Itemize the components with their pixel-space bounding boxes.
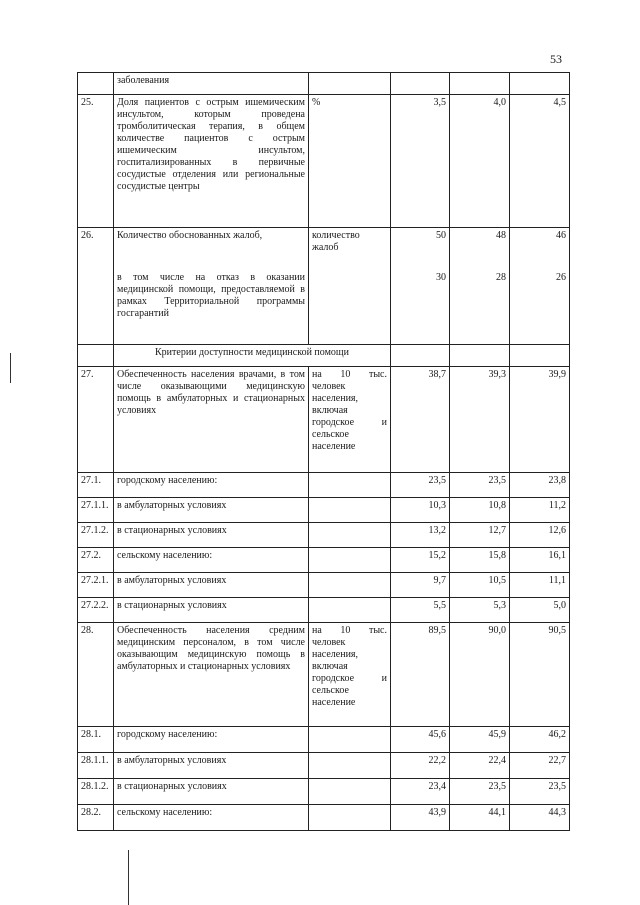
description-cell: городскому населению:: [114, 727, 309, 753]
value-cell: 23,8: [510, 473, 570, 498]
unit-cell: [309, 498, 391, 523]
description-cell: [114, 228, 309, 345]
value-cell: [510, 228, 570, 345]
unit-cell: [309, 753, 391, 779]
description-cell: сельскому населению:: [114, 805, 309, 831]
description-cell: в амбулаторных условиях: [114, 573, 309, 598]
table-row-27-2: [78, 548, 570, 573]
code-cell: 28.1.1.: [78, 753, 114, 779]
value-cell: 43,9: [391, 805, 450, 831]
unit-cell: [309, 727, 391, 753]
code-cell: 27.1.1.: [78, 498, 114, 523]
value-cell: 3,5: [391, 95, 450, 228]
value-cell: 23,5: [510, 779, 570, 805]
description-cell: в стационарных условиях: [114, 523, 309, 548]
criteria-table: [77, 72, 570, 831]
value-cell: [510, 345, 570, 367]
value-cell: 23,4: [391, 779, 450, 805]
code-cell: 27.2.1.: [78, 573, 114, 598]
description-cell: Обеспеченность населения врачами, в том числе оказывающими медицинскую помощь в амбулаторных и стационарных условиях: [114, 367, 309, 473]
value: 50: [436, 230, 446, 241]
value-cell: 44,3: [510, 805, 570, 831]
value-cell: 22,7: [510, 753, 570, 779]
value-cell: [510, 73, 570, 95]
code-cell: 27.2.2.: [78, 598, 114, 623]
description-cell: городскому населению:: [114, 473, 309, 498]
value-cell: 12,7: [450, 523, 510, 548]
description-cell: в амбулаторных условиях: [114, 498, 309, 523]
value-cell: [391, 228, 450, 345]
value-cell: 45,9: [450, 727, 510, 753]
unit-cell: [309, 805, 391, 831]
description-cell: в стационарных условиях: [114, 779, 309, 805]
value-cell: [391, 73, 450, 95]
table-row-26: [78, 228, 570, 345]
value-cell: 4,5: [510, 95, 570, 228]
value-cell: 39,9: [510, 367, 570, 473]
value-cell: 23,5: [450, 473, 510, 498]
value-cell: 45,6: [391, 727, 450, 753]
unit-cell: [309, 779, 391, 805]
code-cell: 27.1.2.: [78, 523, 114, 548]
code-cell: [78, 345, 114, 367]
sub-value: 28: [496, 272, 506, 283]
unit-cell: на 10 тыс. человек населения, включая городское и сельское население: [309, 623, 391, 727]
table-row-27: [78, 367, 570, 473]
unit-cell: %: [309, 95, 391, 228]
unit-cell: [309, 548, 391, 573]
table-row-continuation: [78, 73, 570, 95]
value-cell: 10,5: [450, 573, 510, 598]
table-row-27-2-2: [78, 598, 570, 623]
scan-mark-left: [10, 353, 11, 383]
code-cell: 28.2.: [78, 805, 114, 831]
value-cell: 16,1: [510, 548, 570, 573]
unit-cell: [309, 473, 391, 498]
value-cell: 90,0: [450, 623, 510, 727]
description-cell: заболевания: [114, 73, 309, 95]
scan-mark-bottom: [128, 850, 129, 905]
value: 46: [556, 230, 566, 241]
value-cell: 10,8: [450, 498, 510, 523]
value-cell: 12,6: [510, 523, 570, 548]
code-cell: 28.: [78, 623, 114, 727]
unit-cell: [309, 73, 391, 95]
value-cell: 5,0: [510, 598, 570, 623]
description-cell: Обеспеченность населения средним медицинским персоналом, в том числе оказывающим медицинскую помощь в амбулаторных и стационарных условиях: [114, 623, 309, 727]
value-cell: 11,2: [510, 498, 570, 523]
code-cell: 27.: [78, 367, 114, 473]
unit-cell: [309, 573, 391, 598]
table-row-27-1-2: [78, 523, 570, 548]
table-row-27-1: [78, 473, 570, 498]
table-row-25: [78, 95, 570, 228]
value-cell: 5,5: [391, 598, 450, 623]
value-cell: 44,1: [450, 805, 510, 831]
code-cell: [78, 73, 114, 95]
value-cell: 4,0: [450, 95, 510, 228]
unit-cell: на 10 тыс. человек населения, включая городское и сельское население: [309, 367, 391, 473]
table-row-27-2-1: [78, 573, 570, 598]
value-cell: 10,3: [391, 498, 450, 523]
code-cell: 28.1.: [78, 727, 114, 753]
value-cell: 13,2: [391, 523, 450, 548]
value-cell: 46,2: [510, 727, 570, 753]
value-cell: 15,2: [391, 548, 450, 573]
page-number: 53: [550, 52, 562, 66]
code-cell: 25.: [78, 95, 114, 228]
table-row-27-1-1: [78, 498, 570, 523]
code-cell: 27.1.: [78, 473, 114, 498]
table-row-28-1-1: [78, 753, 570, 779]
value-cell: [450, 345, 510, 367]
table-row-28-1: [78, 727, 570, 753]
value-cell: 90,5: [510, 623, 570, 727]
value-cell: 22,2: [391, 753, 450, 779]
value-cell: 23,5: [391, 473, 450, 498]
row-description: Количество обоснованных жалоб,: [117, 230, 263, 241]
code-cell: 27.2.: [78, 548, 114, 573]
value-cell: [450, 228, 510, 345]
description-cell: Доля пациентов с острым ишемическим инсультом, которым проведена тромболитическая терапия, в общем количестве пациентов с острым ишемическим инсультом, госпитализированных в первичные сосудистые отделения или региональные сосудистые центры: [114, 95, 309, 228]
value-cell: 11,1: [510, 573, 570, 598]
table-row-28: [78, 623, 570, 727]
value-cell: 5,3: [450, 598, 510, 623]
value: 48: [496, 230, 506, 241]
value-cell: 38,7: [391, 367, 450, 473]
unit-cell: [309, 598, 391, 623]
description-cell: в стационарных условиях: [114, 598, 309, 623]
section-title: Критерии доступности медицинской помощи: [114, 345, 391, 367]
value-cell: 22,4: [450, 753, 510, 779]
value-cell: 39,3: [450, 367, 510, 473]
unit-cell: количество жалоб: [309, 228, 391, 345]
description-cell: сельскому населению:: [114, 548, 309, 573]
sub-value: 30: [436, 272, 446, 283]
code-cell: 28.1.2.: [78, 779, 114, 805]
row-sub-description: в том числе на отказ в оказании медицинской помощи, предоставляемой в рамках Территориальной программы госгарантий: [117, 272, 305, 319]
code-cell: 26.: [78, 228, 114, 345]
unit-cell: [309, 523, 391, 548]
table-row-28-2: [78, 805, 570, 831]
value-cell: 9,7: [391, 573, 450, 598]
value-cell: 15,8: [450, 548, 510, 573]
value-cell: 89,5: [391, 623, 450, 727]
section-row: [78, 345, 570, 367]
value-cell: 23,5: [450, 779, 510, 805]
value-cell: [450, 73, 510, 95]
description-cell: в амбулаторных условиях: [114, 753, 309, 779]
sub-value: 26: [556, 272, 566, 283]
value-cell: [391, 345, 450, 367]
table-row-28-1-2: [78, 779, 570, 805]
